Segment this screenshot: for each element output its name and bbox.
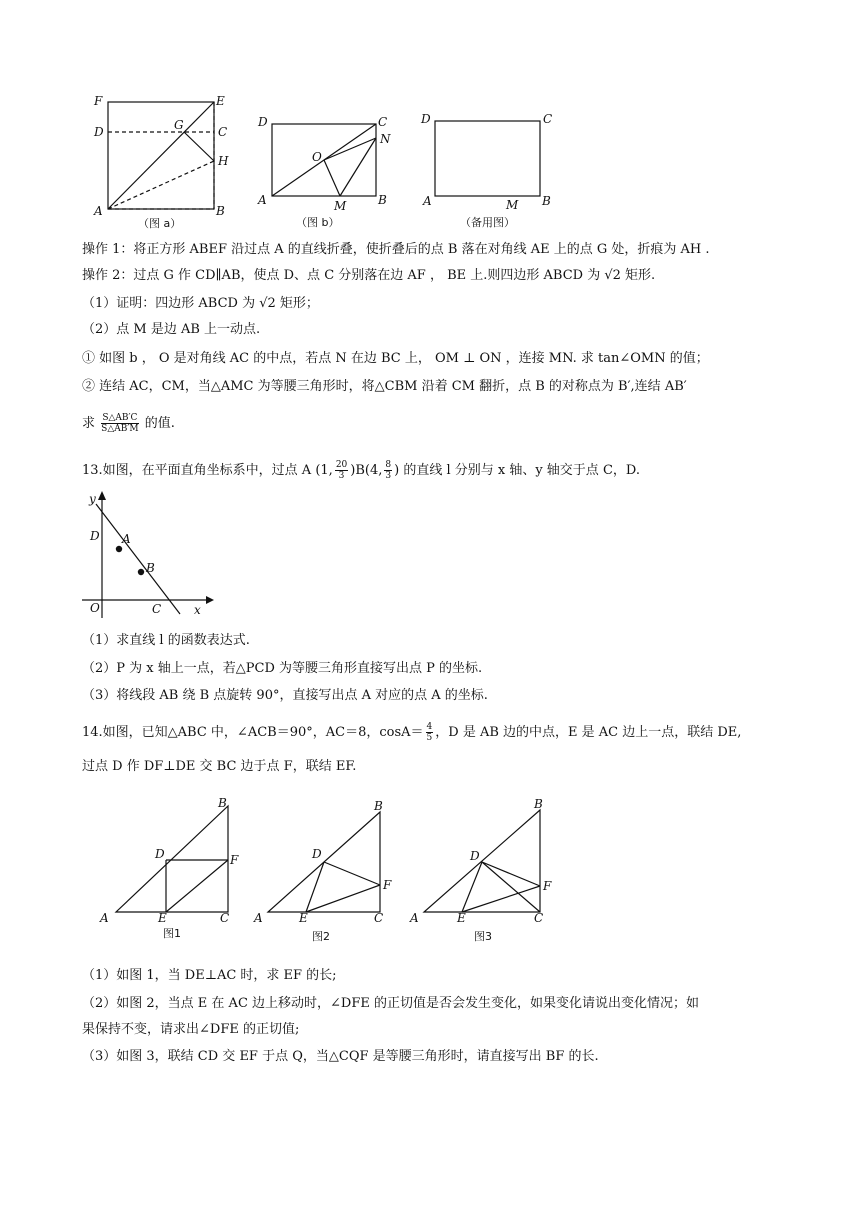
q12-op1: 操作 1：将正方形 ABEF 沿过点 A 的直线折叠，使折叠后的点 B 落在对角线 AE 上的点 G 处，折痕为 AH .	[82, 242, 710, 257]
point-b	[138, 569, 144, 575]
caption-fig-a: （图 a）	[138, 217, 182, 230]
q13-stem: 13.如图，在平面直角坐标系中，过点 A (1, $\frac{20}{3}$ )B(4, $\frac{8}{3}$ ) 的直线 l 分别与 x 轴、y 轴交于点 C，D.	[82, 460, 640, 481]
label-C: C	[218, 125, 228, 139]
label-E: E	[457, 911, 466, 925]
label-A: A	[410, 911, 419, 925]
label-A: A	[423, 194, 432, 208]
figure-14-2	[268, 812, 380, 912]
label-C: C	[374, 911, 384, 925]
label-A: A	[100, 911, 109, 925]
q12-part1: （1）证明：四边形 ABCD 为 √2 矩形；	[82, 296, 319, 311]
cos-fraction: $\frac{4}{5}$	[426, 722, 433, 743]
q14-part2b: 果保持不变，请求出∠DFE 的正切值;	[82, 1022, 300, 1037]
label-D: D	[94, 125, 104, 139]
q12-part2b: ② 连结 AC，CM，当△AMC 为等腰三角形时，将△CBM 沿着 CM 翻折，点 B 的对称点为 B′,连结 AB′	[82, 379, 687, 394]
coordinate-graph	[78, 488, 218, 624]
figure-14-3	[424, 810, 540, 912]
label-D: D	[90, 529, 100, 543]
label-B: B	[218, 796, 227, 810]
label-H: H	[218, 154, 229, 168]
label-A: A	[94, 204, 103, 218]
label-C: C	[534, 911, 544, 925]
label-D: D	[421, 112, 431, 126]
q14-stem-1: 14.如图，已知△ABC 中，∠ACB＝90°，AC＝8，cosA＝ $\frac{4}{5}$ ，D 是 AB 边的中点，E 是 AC 边上一点，联结 DE,	[82, 722, 742, 743]
label-F: F	[543, 879, 552, 893]
label-D: D	[258, 115, 268, 129]
label-B: B	[216, 204, 225, 218]
point-a	[116, 546, 122, 552]
figure-14-1	[116, 806, 228, 912]
caption-fig-3: 图3	[474, 930, 492, 943]
label-B: B	[534, 797, 543, 811]
figure-12-spare	[435, 121, 540, 196]
q12-part2c: 求 $\frac{S\triangle AB'C}{S\triangle AB'M}$ 的值.	[82, 413, 175, 434]
label-A: A	[254, 911, 263, 925]
label-F: F	[230, 853, 239, 867]
figure-14-group	[0, 790, 860, 950]
label-B: B	[374, 799, 383, 813]
label-F: F	[383, 878, 392, 892]
caption-fig-1: 图1	[163, 927, 181, 940]
label-A: A	[258, 193, 267, 207]
label-y: y	[89, 492, 96, 506]
q14-part1: （1）如图 1，当 DE⊥AC 时，求 EF 的长;	[82, 968, 337, 983]
q12-part2: （2）点 M 是边 AB 上一动点.	[82, 322, 261, 337]
q13-part2: （2）P 为 x 轴上一点，若△PCD 为等腰三角形直接写出点 P 的坐标.	[82, 661, 483, 676]
label-G: G	[174, 118, 184, 132]
fraction-b-y: $\frac{8}{3}$	[385, 460, 392, 481]
label-C: C	[220, 911, 230, 925]
label-D: D	[470, 849, 480, 863]
q12-part2a: ① 如图 b ， O 是对角线 AC 的中点，若点 N 在边 BC 上， OM ⊥ ON ，连接 MN. 求 tan∠OMN 的值；	[82, 351, 709, 366]
caption-fig-spare: （备用图）	[460, 216, 515, 229]
label-B: B	[146, 561, 155, 575]
label-D: D	[312, 847, 322, 861]
q14-stem-2: 过点 D 作 DF⊥DE 交 BC 边于点 F，联结 EF.	[82, 759, 357, 774]
label-E: E	[158, 911, 167, 925]
caption-fig-2: 图2	[312, 930, 330, 943]
q14-part2a: （2）如图 2，当点 E 在 AC 边上移动时，∠DFE 的正切值是否会发生变化，如果变化请说出变化情况；如	[82, 996, 699, 1011]
label-B: B	[542, 194, 551, 208]
label-B: B	[378, 193, 387, 207]
label-E: E	[299, 911, 308, 925]
label-O: O	[90, 601, 100, 615]
label-M: M	[506, 198, 519, 212]
q12-op2: 操作 2：过点 G 作 CD∥AB，使点 D、点 C 分别落在边 AF ， BE 上.则四边形 ABCD 为 √2 矩形.	[82, 268, 656, 283]
label-D: D	[155, 847, 165, 861]
label-C: C	[378, 115, 388, 129]
label-O: O	[312, 150, 322, 164]
q13-part1: （1）求直线 l 的函数表达式.	[82, 633, 250, 648]
figure-12-group	[0, 85, 860, 235]
area-ratio-fraction: $\frac{S\triangle AB'C}{S\triangle AB'M}$	[101, 413, 139, 434]
fraction-a-y: $\frac{20}{3}$	[335, 460, 348, 481]
caption-fig-b: （图 b）	[296, 216, 340, 229]
label-A: A	[122, 532, 131, 546]
figure-12a	[108, 102, 214, 209]
label-E: E	[216, 94, 225, 108]
q14-part3: （3）如图 3，联结 CD 交 EF 于点 Q，当△CQF 是等腰三角形时，请直接写出 BF 的长.	[82, 1049, 599, 1064]
label-C: C	[152, 602, 162, 616]
figure-12b	[272, 124, 376, 196]
label-x: x	[194, 603, 201, 617]
label-C: C	[543, 112, 553, 126]
q13-part3: （3）将线段 AB 绕 B 点旋转 90°，直接写出点 A 对应的点 A 的坐标.	[82, 688, 488, 703]
label-N: N	[380, 132, 391, 146]
label-M: M	[334, 199, 347, 213]
label-F: F	[94, 94, 103, 108]
